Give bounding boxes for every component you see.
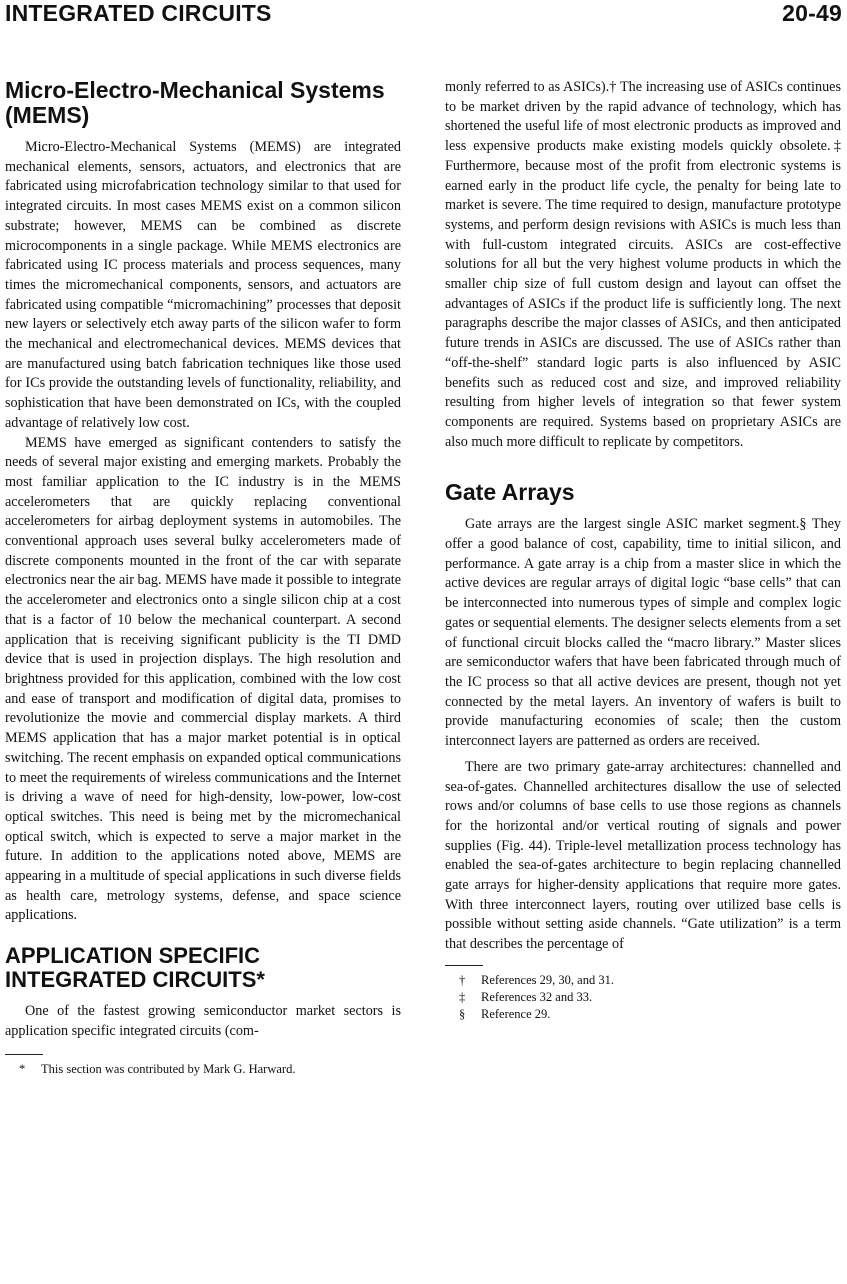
footnote-mark: ‡ bbox=[459, 989, 466, 1004]
gate-arrays-heading: Gate Arrays bbox=[445, 479, 575, 506]
running-header bbox=[5, 0, 842, 30]
mems-heading: Micro-Electro-Mechanical Systems (MEMS) bbox=[5, 78, 385, 128]
section-title: INTEGRATED CIRCUITS bbox=[5, 0, 272, 26]
asic-heading: APPLICATION SPECIFIC INTEGRATED CIRCUITS* bbox=[5, 943, 265, 993]
mems-paragraph-1: Micro-Electro-Mechanical Systems (MEMS) are integrated mechanical elements, sensors, actuators, and electronics that are fabricated using microfabrication technology similar to that used for integrated circuits. In most cases MEMS exist on a common silicon substrate; however, MEMS can be combined as discrete microcomponents in a single package. While MEMS electronics are fabricated using IC process materials and process sequences, many times the micromechanical components, sensors, and actuators are fabricated using compatible “micromachining” processes that deposit new layers or selectively etch away parts of the silicon wafer to form the mechanical and electromechanical devices. MEMS devices that are manufactured using batch fabrication techniques like those used for ICs provide the outstanding levels of functionality, reliability, and sophistication that have been demonstrated on ICs, with the coupled advantage of relatively low cost. bbox=[5, 139, 401, 431]
page-number: 20-49 bbox=[782, 0, 842, 26]
mems-paragraph-2: MEMS have emerged as significant contenders to satisfy the needs of several major existing and emerging markets. Probably the most familiar application to the IC industry is in the MEMS accelerometers that are quickly replacing conventional accelerometers for airbag deployment systems in automobiles. The conventional approach uses several bulky accelerometers made of discrete components mounted in the front of the car with separate electronics near the air bag. MEMS have made it possible to integrate the accelerometer and electronics onto a single silicon chip at a cost that is a factor of 10 below the mechanical counterpart. A second application that is receiving significant publicity is the TI DMD device that is used in projection displays. The high resolution and brightness provided for this application, combined with the low cost and ease of transport and modification of digital data, promises to revolutionize the movie and commercial display markets. A third MEMS application that has a major market potential is in optical switching. The recent emphasis on expanded optical communications to meet the requirements of wireless communications and the Internet is driving a wave of need for high-density, low-power, low-cost optical switches. This need is being met by the micromechanical optical switch, which is expected to serve a major market in the future. In addition to the applications noted above, MEMS are appearing in a multitude of special applications in such diverse fields as health care, metrology systems, defense, and space science applications. bbox=[5, 434, 401, 924]
footnote bbox=[5, 1061, 401, 1078]
asic-paragraph-1-continued: monly referred to as ASICs).† The increasing use of ASICs continues to be market driven by the rapid advance of technology, which has shortened the useful life of most electronic products as improved and less expensive products make existing models quickly obsolete.‡ Furthermore, because most of the profit from electronic systems is earned early in the product life cycle, the penalty for being late to market is severe. The time required to design, manufacture prototype systems, and perform design revisions with ASICs is much less than with full-custom integrated circuits. ASICs are cost-effective solutions for all but the very highest volume products in which the smaller chip size of full custom design and layout can offset the advantages of ASICs if the product life is sufficiently long. The next paragraphs describe the major classes of ASICs, and then anticipated future trends in ASICs are discussed. The use of ASICs rather than “off-the-shelf” standard logic parts is also influenced by ASIC benefits such as reduced cost and size, and improved reliability resulting from higher levels of integration so that fewer system components are required. Systems based on proprietary ASICs are also much more difficult to replicate by competitors. bbox=[445, 79, 841, 450]
footnote-mark: * bbox=[19, 1061, 26, 1076]
footnote-text: References 32 and 33. bbox=[481, 989, 593, 1004]
footnote-text: Reference 29. bbox=[481, 1006, 551, 1021]
footnote-mark: † bbox=[459, 972, 466, 987]
right-footnotes bbox=[445, 965, 841, 1023]
gate-arrays-paragraph-2: There are two primary gate-array architectures: channelled and sea-of-gates. Channelled architectures disallow the use of selected rows and/or columns of base cells to use those regions as channels for the horizontal and/or vertical routing of signals and power supplies (Fig. 44). Triple-level metallization process technology has enabled the sea-of-gates architecture to begin replacing channelled gate arrays for higher-density applications that require more gates. With three interconnect layers, routing over utilized base cells is possible without setting aside channels. “Gate utilization” is a term that describes the percentage of bbox=[445, 758, 841, 953]
footnote-text: References 29, 30, and 31. bbox=[481, 972, 614, 987]
footnote-rule bbox=[445, 965, 483, 966]
footnote bbox=[445, 989, 841, 1006]
right-column bbox=[445, 78, 841, 1278]
left-footnotes bbox=[5, 1054, 401, 1078]
asic-paragraph-1: One of the fastest growing semiconductor market sectors is application specific integrated circuits (com- bbox=[5, 1003, 401, 1039]
footnote bbox=[445, 972, 841, 989]
gate-arrays-paragraph-1: Gate arrays are the largest single ASIC market segment.§ They offer a good balance of cost, capability, time to initial silicon, and performance. A gate array is a chip from a master slice in which the active devices are regular arrays of digital logic “base cells” that can be interconnected into numerous types of simple and complex logic gates or sequential elements. The designer selects elements from a set of functional circuit blocks called the “macro library.” Master slices are semiconductor wafers that have been fabricated through much of the IC process so that all active devices are present, though not yet connected by the metal layers. An inventory of wafers is built to provide manufacturing economies of scale; then the custom interconnect layers are patterned as orders are received. bbox=[445, 516, 841, 750]
footnote-mark: § bbox=[459, 1006, 466, 1021]
footnote-text: This section was contributed by Mark G. Harward. bbox=[41, 1061, 296, 1076]
footnote-rule bbox=[5, 1054, 43, 1055]
footnote bbox=[445, 1006, 841, 1023]
left-column bbox=[5, 78, 401, 1278]
